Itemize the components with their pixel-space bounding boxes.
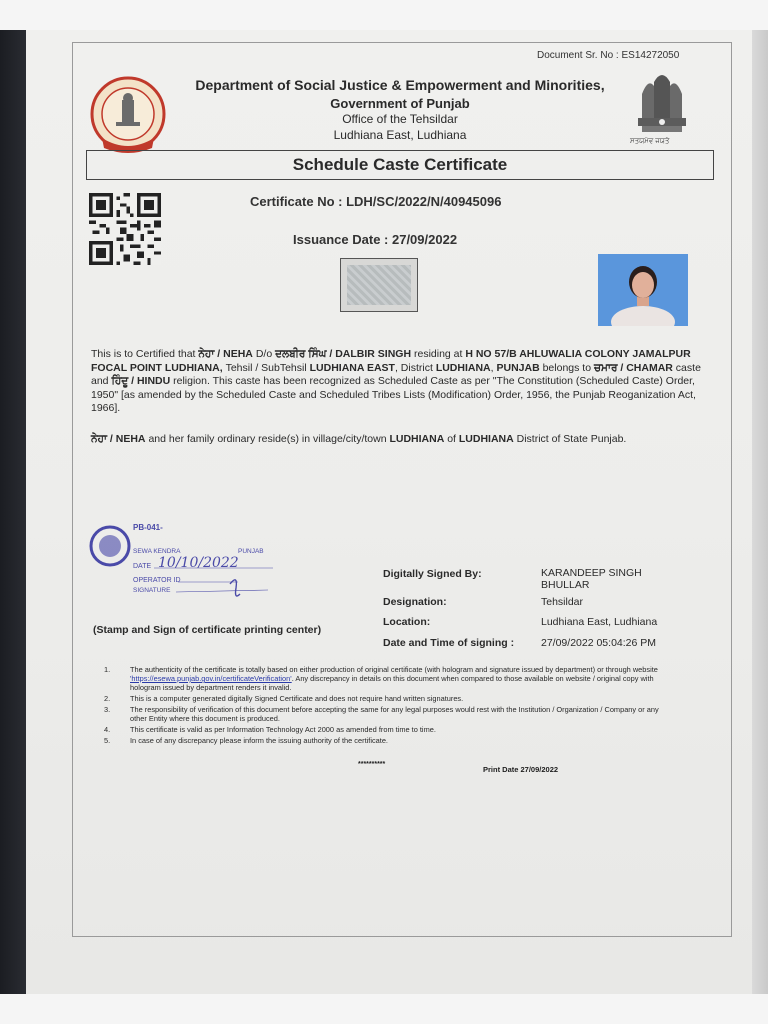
text-run: LUDHIANA: [458, 433, 514, 445]
text-run: belongs to: [539, 361, 594, 374]
department-name: Department of Social Justice & Empowerment and Minorities,: [195, 77, 605, 93]
text-run: LUDHIANA EAST: [309, 361, 395, 374]
text-run: ਹਿੰਦੂ / HINDU: [111, 375, 171, 387]
signing-datetime-label: Date and Time of signing :: [383, 637, 515, 649]
emblem-motto: ਸਤਯਮੇਵ ਜਯਤੇ: [630, 138, 670, 145]
note-text-run: This is a computer generated digitally Signed Certificate and does not require hand written signatures.: [130, 694, 464, 703]
text-run: PUNJAB: [496, 361, 540, 374]
certificate-number: Certificate No : LDH/SC/2022/N/40945096: [250, 194, 502, 209]
office-name: Office of the Tehsildar: [342, 112, 458, 126]
top-background: [0, 0, 768, 30]
note-text-run: The authenticity of the certificate is totally based on either production of original certificate (with hologram and signature issued by department) or through website: [130, 665, 658, 674]
note-item: [104, 705, 664, 723]
text-run: LUDHIANA: [389, 433, 445, 445]
certification-paragraph: [91, 348, 701, 416]
location-value: Ludhiana East, Ludhiana: [541, 616, 658, 628]
note-text-run: This certificate is valid as per Information Technology Act 2000 as amended from time to time.: [130, 725, 436, 734]
note-item: [104, 725, 664, 734]
stamp-note: (Stamp and Sign of certificate printing center): [93, 624, 322, 636]
print-date: Print Date 27/09/2022: [483, 765, 559, 774]
note-text: [130, 694, 664, 703]
text-run: D/o: [252, 348, 276, 360]
text-run: of: [444, 433, 459, 445]
note-number: 1.: [104, 665, 111, 674]
text-run: ਨੇਹਾ / NEHA: [91, 433, 146, 445]
designation-value: Tehsildar: [541, 596, 584, 608]
text-run: religion. This caste has been recognized as Scheduled Caste as per "The Constitution (Scheduled Caste) Order, 1950" [as amended by the Scheduled Caste and Scheduled Tribes Lists (Modification) Order, 1956, the Punjab Reoganization Act, 1966].: [91, 375, 696, 414]
note-text-run: . Any discrepancy in details on this document when compared to those available on website / original copy with hologram issued by department renders it invalid.: [130, 674, 654, 692]
bottom-background: [0, 994, 768, 1024]
printing-center-stamp: [88, 518, 278, 608]
punjab-govt-seal-icon: [86, 74, 170, 158]
qr-code-icon: [88, 193, 162, 265]
applicant-photo: [598, 254, 688, 326]
text-run: and her family ordinary reside(s) in village/city/town: [145, 433, 390, 445]
designation-label: Designation:: [383, 596, 447, 608]
text-run: ਦਲਬੀਰ ਸਿੰਘ / DALBIR SINGH: [275, 348, 412, 360]
note-number: 4.: [104, 725, 111, 734]
note-text: [130, 725, 664, 734]
stamp-date-handwritten: 10/10/2022: [158, 555, 239, 571]
verification-link[interactable]: 'https://esewa.punjab.gov.in/certificateVerification': [130, 674, 292, 683]
note-text: [130, 705, 664, 723]
text-run: LUDHIANA: [435, 361, 491, 374]
document-serial-number: Document Sr. No : ES14272050: [537, 50, 680, 61]
text-run: ,: [490, 361, 497, 374]
note-number: 2.: [104, 694, 111, 703]
stamp-line1: PB-041-: [133, 523, 163, 532]
stamp-date-label: DATE: [133, 563, 152, 570]
stamp-line3: PUNJAB: [238, 548, 264, 555]
text-run: ਨੇਹਾ / NEHA: [198, 348, 253, 360]
certificate-title: Schedule Caste Certificate: [86, 150, 714, 180]
text-run: District of State Punjab.: [513, 433, 627, 445]
signed-by-value: [541, 567, 642, 591]
note-item: [104, 694, 664, 703]
note-number: 3.: [104, 705, 111, 714]
note-item: [104, 665, 664, 692]
office-location: Ludhiana East, Ludhiana: [333, 128, 467, 142]
note-text: [130, 665, 664, 692]
note-number: 5.: [104, 736, 111, 745]
location-label: Location:: [383, 616, 431, 628]
signer-name-line2: BHULLAR: [541, 579, 590, 591]
signed-by-label: Digitally Signed By:: [383, 568, 482, 580]
text-run: Tehsil / SubTehsil: [225, 361, 310, 374]
left-edge-shadow: [0, 30, 28, 994]
text-run: H NO 57/B AHLUWALIA COLONY JAMALPUR FOCAL POINT LUDHIANA,: [91, 348, 691, 374]
government-name: Government of Punjab: [330, 96, 470, 111]
note-text-run: The responsibility of verification of this document before accepting the same for any legal purposes would rest with the Institution / Organization / Company or any other Entity where this document is produced.: [130, 705, 659, 723]
stamp-signature-label: SIGNATURE: [133, 587, 171, 594]
residence-paragraph: [91, 433, 701, 447]
signer-name-line1: KARANDEEP SINGH: [541, 567, 642, 579]
note-text: [130, 736, 664, 745]
text-run: , District: [394, 361, 436, 374]
stamp-line2: SEWA KENDRA: [133, 548, 181, 555]
signing-datetime-value: 27/09/2022 05:04:26 PM: [541, 637, 657, 649]
text-run: residing at: [411, 348, 466, 360]
notes-list: [104, 665, 664, 747]
right-edge-shadow: [750, 30, 768, 994]
note-item: [104, 736, 664, 745]
note-text-run: In case of any discrepancy please inform the issuing authority of the certificate.: [130, 736, 388, 745]
hologram-sticker: [340, 258, 418, 312]
text-run: This is to Certified that: [91, 348, 199, 360]
stamp-operator-label: OPERATOR ID: [133, 577, 181, 584]
text-run: ਚਮਾਰ / CHAMAR: [593, 361, 673, 374]
text-run: caste and: [91, 361, 701, 387]
end-stars: **********: [358, 761, 386, 768]
issuance-date: Issuance Date : 27/09/2022: [293, 232, 458, 247]
